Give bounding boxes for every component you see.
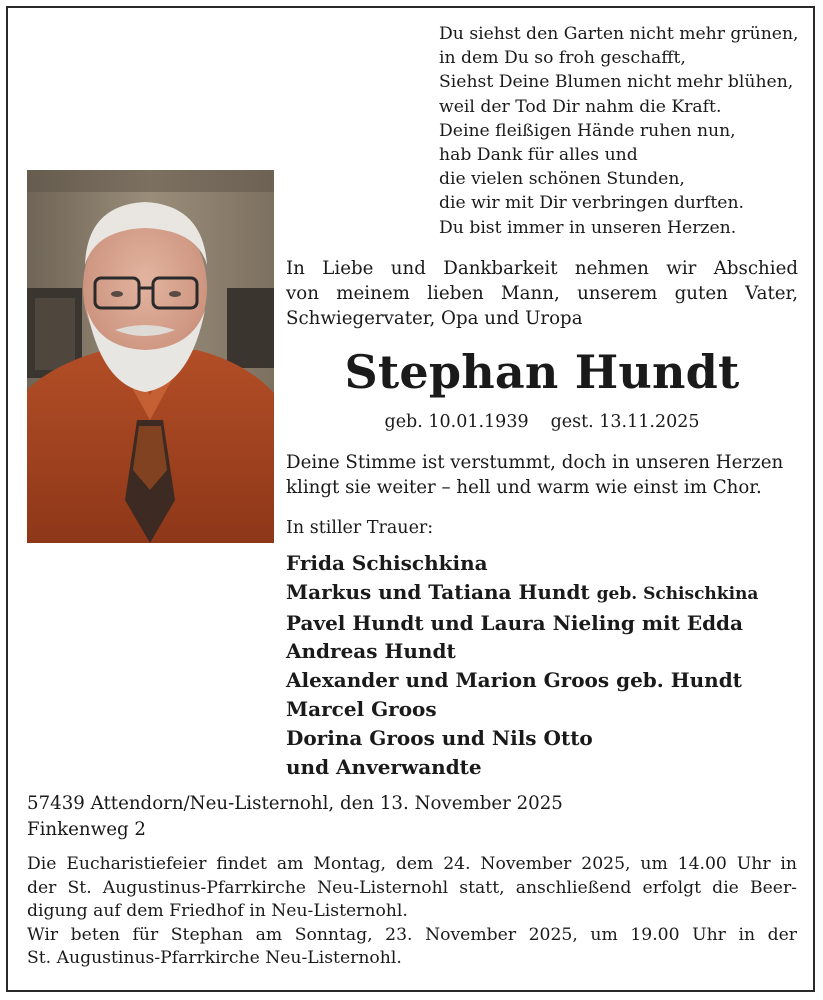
mourner-name: Markus und Tatiana Hundt <box>286 579 590 604</box>
place-date-line: 57439 Attendorn/Neu-Listernohl, den 13. November 2025 <box>27 793 563 814</box>
poem-line: Du bist immer in unseren Herzen. <box>439 217 737 238</box>
poem <box>439 22 809 240</box>
notice-line: Wir beten für Stephan am Sonntag, 23. November 2025, um 19.00 Uhr in der <box>27 924 797 945</box>
mourner-suffix: geb. Schischkina <box>596 583 759 604</box>
portrait-photo <box>27 170 274 543</box>
funeral-notice <box>27 853 797 971</box>
poem-line: die wir mit Dir verbringen durften. <box>439 193 744 214</box>
mourner-name: Andreas Hundt <box>286 639 456 664</box>
memorial-quote <box>286 450 806 500</box>
poem-line: hab Dank für alles und <box>439 145 638 166</box>
quote-line: Deine Stimme ist verstummt, doch in unseren Herzen <box>286 452 784 473</box>
mourner-name: Pavel Hundt und Laura Nieling mit Edda <box>286 610 744 635</box>
mourning-label: In stiller Trauer: <box>286 518 434 538</box>
quote-line: klingt sie weiter – hell und warm wie einst im Chor. <box>286 477 762 498</box>
notice-line: St. Augustinus-Pfarrkirche Neu-Listernohl. <box>27 948 402 969</box>
life-dates <box>286 410 798 434</box>
mourner-entry <box>286 549 806 578</box>
poem-line: in dem Du so froh geschafft, <box>439 48 686 69</box>
intro-line: Schwiegervater, Opa und Uropa <box>286 308 583 329</box>
mourner-name: Frida Schischkina <box>286 551 488 575</box>
farewell-intro <box>286 256 798 331</box>
mourner-entry <box>286 578 806 609</box>
notice-line: der St. Augustinus-Pfarrkirche Neu-Listernohl statt, anschließend erfolgt die Beer- <box>27 877 797 898</box>
birth-date: geb. 10.01.1939 <box>384 412 529 432</box>
intro-line: von meinem lieben Mann, unserem guten Vater, <box>286 283 798 304</box>
notice-line: digung auf dem Friedhof in Neu-Listernohl. <box>27 901 408 922</box>
poem-line: weil der Tod Dir nahm die Kraft. <box>439 96 722 117</box>
mourner-name: Marcel Groos <box>286 696 437 721</box>
mourners-list <box>286 549 806 781</box>
poem-line: Deine fleißigen Hände ruhen nun, <box>439 120 736 141</box>
mourner-entry <box>286 724 806 753</box>
mourner-entry <box>286 695 806 724</box>
mourner-entry <box>286 609 806 638</box>
street-line: Finkenweg 2 <box>27 819 146 840</box>
mourner-name: Alexander und Marion Groos geb. Hundt <box>286 668 742 693</box>
mourner-entry <box>286 637 806 666</box>
notice-line: Die Eucharistiefeier findet am Montag, dem 24. November 2025, um 14.00 Uhr in <box>27 854 797 874</box>
mourner-entry <box>286 666 806 695</box>
death-date: gest. 13.11.2025 <box>550 412 700 432</box>
mourner-entry <box>286 753 806 782</box>
mourner-name: Dorina Groos und Nils Otto <box>286 725 593 750</box>
mourner-name: und Anverwandte <box>286 754 482 779</box>
address-block <box>27 791 727 843</box>
poem-line: Siehst Deine Blumen nicht mehr blühen, <box>439 72 794 93</box>
intro-line: In Liebe und Dankbarkeit nehmen wir Abschied <box>286 258 798 279</box>
poem-line: Du siehst den Garten nicht mehr grünen, <box>439 24 799 44</box>
deceased-name: Stephan Hundt <box>344 345 740 399</box>
poem-line: die vielen schönen Stunden, <box>439 169 685 190</box>
